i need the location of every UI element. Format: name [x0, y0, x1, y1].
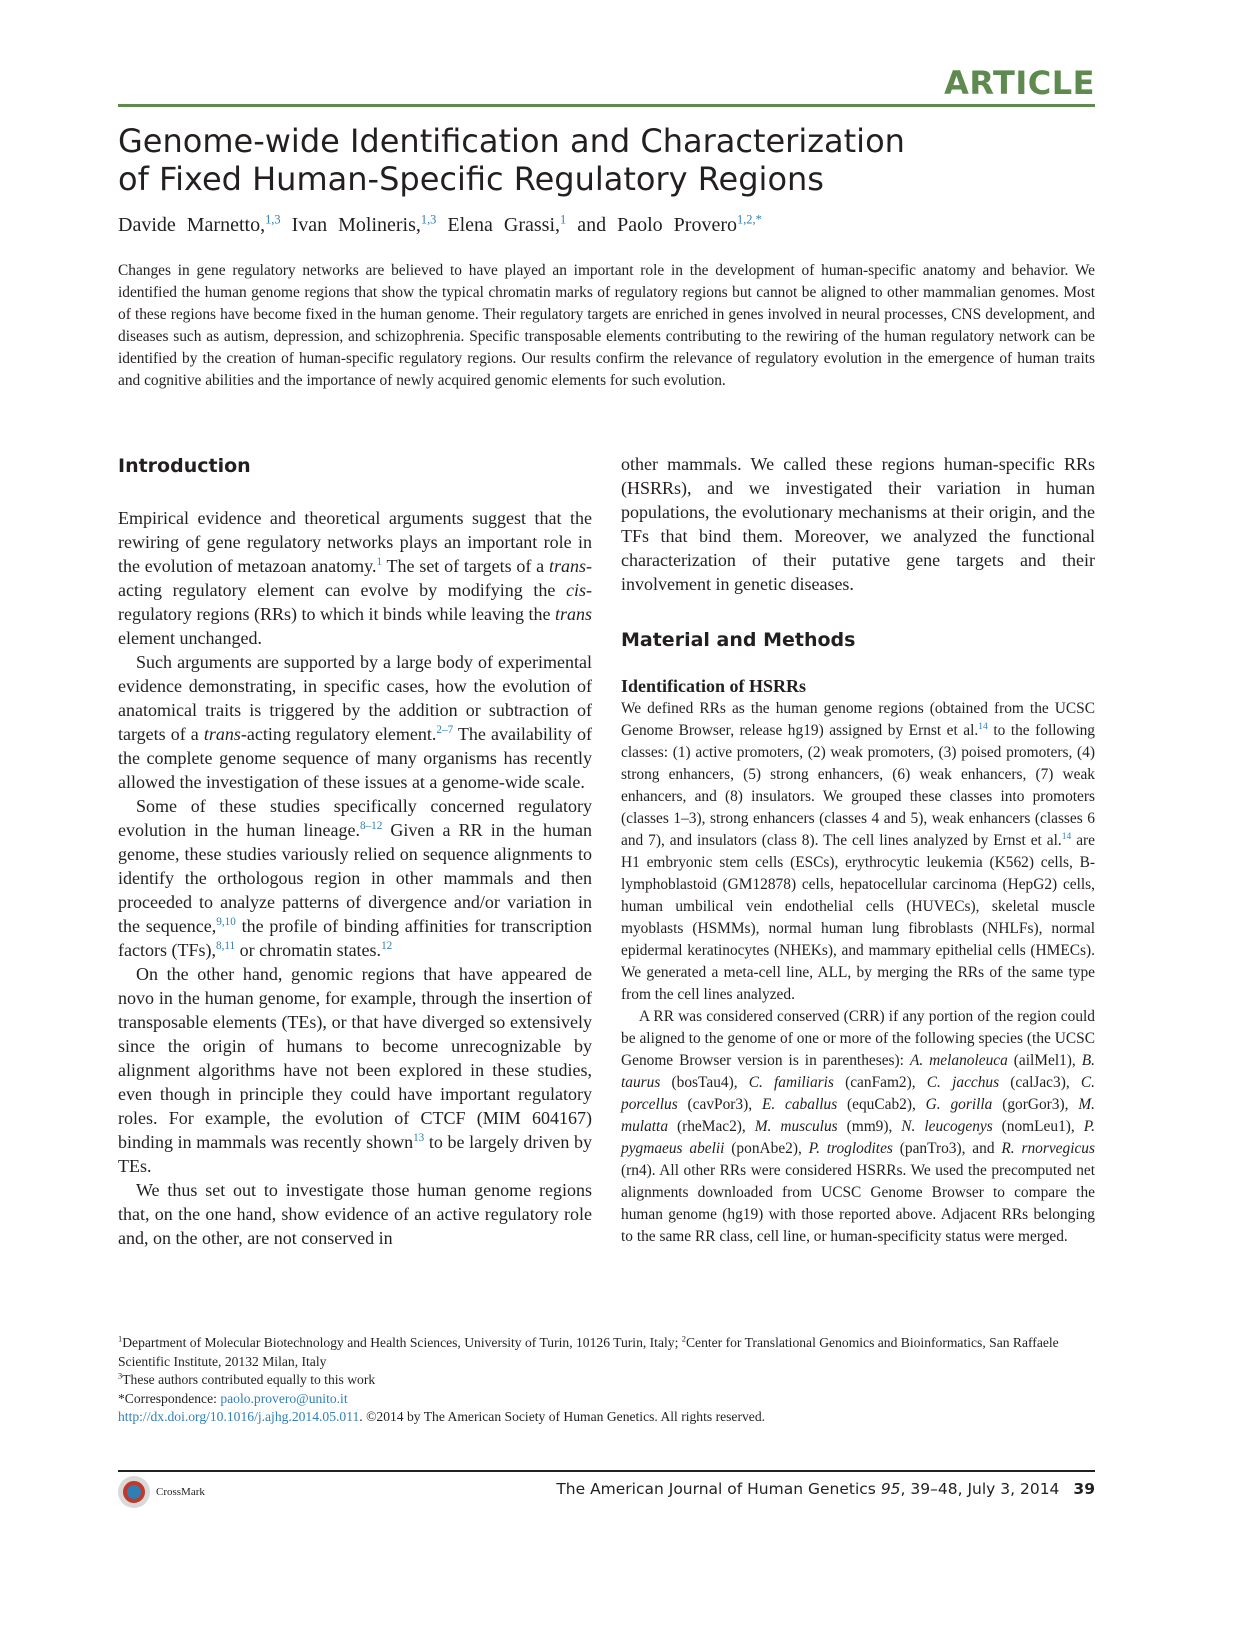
species-name: C. jacchus	[926, 1074, 1000, 1091]
text-run: (equCab2),	[837, 1096, 926, 1113]
footnotes	[118, 1334, 1095, 1427]
text-run: (cavPor3),	[677, 1096, 762, 1113]
species-name: C. familiaris	[748, 1074, 834, 1091]
intro-paragraph-5: We thus set out to investigate those human genome regions that, on the one hand, show evidence of an active regulatory role and, on the other, are not conserved in	[118, 1180, 592, 1248]
text-run: or chromatin states.	[235, 940, 382, 960]
text-run: *Correspondence:	[118, 1390, 221, 1406]
citation-link[interactable]: 2–7	[436, 724, 454, 736]
crossmark-logo[interactable]	[118, 1476, 205, 1508]
text-run: Given a RR in the human genome, these studies variously relied on sequence alignments to identify the orthologous region in other mammals and then proceeded to analyze patterns of divergence and/or variation in the sequence,	[118, 820, 592, 936]
text-run: Empirical evidence and theoretical arguments suggest that the rewiring of gene regulatory networks plays an important role in the evolution of metazoan anatomy.	[118, 508, 592, 576]
author-name: Elena Grassi,	[447, 214, 561, 236]
title-line-2: of Fixed Human-Specific Regulatory Regions	[118, 160, 824, 198]
footnote-marker: 3	[118, 1370, 123, 1381]
text-run: (calJac3),	[999, 1074, 1081, 1091]
species-name: B. taurus	[621, 1052, 1096, 1091]
footnote-marker: 2	[681, 1333, 686, 1344]
text-run: (gorGor3),	[992, 1096, 1079, 1113]
author-name: and Paolo Provero	[577, 214, 737, 236]
intro-paragraph-4	[118, 962, 592, 1178]
intro-paragraph-2	[118, 650, 592, 794]
text-run: the profile of binding affinities for transcription factors (TFs),	[118, 916, 592, 960]
crossmark-icon	[118, 1476, 150, 1508]
text-run: (rheMac2),	[668, 1118, 755, 1135]
title-line-1: Genome-wide Identification and Characterization	[118, 122, 905, 160]
footer-rule	[118, 1470, 1095, 1472]
italic-term: trans	[548, 556, 586, 576]
citation-link[interactable]: 8,11	[215, 940, 236, 952]
citation-link[interactable]: 14	[978, 720, 988, 732]
text-run: -regulatory regions (RRs) to which it binds while leaving the	[118, 580, 592, 624]
text-run: A RR was considered conserved (CRR) if any portion of the region could be aligned to the genome of one or more of the following species (the UCSC Genome Browser version is in parentheses):	[621, 1008, 1095, 1069]
journal-volume: 95	[880, 1480, 901, 1498]
author-name: Ivan Molineris,	[291, 214, 421, 236]
footnote-marker: 1	[118, 1333, 123, 1344]
methods-paragraph-1	[621, 698, 1095, 1006]
doi-footnote	[118, 1408, 1095, 1427]
text-run: The availability of the complete genome sequence of many organisms has recently allowed the investigation of these issues at a genome-wide scale.	[118, 724, 592, 792]
text-run: (mm9),	[837, 1118, 902, 1135]
species-name: R. rnorvegicus	[1001, 1140, 1095, 1157]
intro-paragraph-3	[118, 794, 592, 962]
citation-link[interactable]: 12	[381, 940, 393, 952]
crossmark-label: CrossMark	[156, 1486, 205, 1498]
text-run: Some of these studies specifically concerned regulatory evolution in the human lineage.	[118, 796, 592, 840]
text-run: Department of Molecular Biotechnology and Health Sciences, University of Turin, 10126 Turin, Italy;	[122, 1335, 682, 1350]
header-rule	[118, 104, 1095, 107]
page-number: 39	[1073, 1480, 1095, 1498]
text-run: (ponAbe2),	[724, 1140, 809, 1157]
citation-link[interactable]: 8–12	[359, 820, 383, 832]
text-run: to the following classes: (1) active promoters, (2) weak promoters, (3) poised promoters, (4) strong enhancers, (5) strong enhancers, (6) weak enhancers, (7) weak enhancers, and (8) insulators. We grouped these classes into promoters (classes 1–3), strong enhancers (classes 4 and 5), weak enhancers (classes 6 and 7), and insulators (class 8). The cell lines analyzed by Ernst et al.	[621, 722, 1095, 849]
text-run: (canFam2),	[833, 1074, 927, 1091]
citation-link[interactable]: 14	[1061, 830, 1072, 842]
species-name: C. porcellus	[621, 1074, 1095, 1113]
correspondence-email-link[interactable]: paolo.provero@unito.it	[220, 1390, 348, 1406]
intro-paragraph-5-continued: other mammals. We called these regions human-specific RRs (HSRRs), and we investigated their variation in human populations, the evolutionary mechanisms at their origin, and the TFs that bind them. Moreover, we analyzed the functional characterization of their putative gene targets and their involvement in genetic diseases.	[621, 454, 1095, 594]
italic-term: trans	[203, 724, 241, 744]
abstract: Changes in gene regulatory networks are believed to have played an important role in the development of human-specific anatomy and behavior. We identified the human genome regions that show the typical chromatin marks of regulatory regions but cannot be aligned to other mammalian genomes. Most of these regions have become fixed in the human genome. Their regulatory targets are enriched in genes involved in neural processes, CNS development, and diseases such as autism, depression, and schizophrenia. Specific transposable elements contributing to the rewiring of the human regulatory network can be identified by the creation of human-specific regulatory regions. Our results confirm the relevance of regulatory evolution in the emergence of human traits and cognitive abilities and the importance of newly acquired genomic elements for such evolution.	[118, 262, 1095, 389]
methods-paragraph-2	[621, 1006, 1095, 1248]
text-run: (nomLeu1),	[992, 1118, 1084, 1135]
section-heading-introduction: Introduction	[118, 455, 251, 477]
species-name: N. leucogenys	[901, 1118, 993, 1135]
right-column	[621, 452, 1095, 1248]
text-run: (panTro3), and	[892, 1140, 1002, 1157]
article-type-label: ARTICLE	[944, 64, 1095, 102]
affiliations-footnote	[118, 1334, 1095, 1371]
text-run: (rn4).	[621, 1162, 656, 1179]
text-run: to be largely driven by TEs.	[118, 1132, 593, 1176]
citation-link[interactable]: 13	[413, 1132, 425, 1144]
journal-citation	[556, 1480, 1095, 1498]
citation-link[interactable]: 1	[376, 556, 383, 568]
species-name: A. melanoleuca	[909, 1052, 1008, 1069]
species-name: E. caballus	[761, 1096, 838, 1113]
author-list	[118, 214, 762, 237]
italic-term: trans	[554, 604, 592, 624]
text-run: (bosTau4),	[660, 1074, 749, 1091]
left-column	[118, 452, 592, 1250]
italic-term: cis	[566, 580, 586, 600]
text-run: Center for Translational Genomics and Bioinformatics, San Raffaele Scientific Institute, 20132 Milan, Italy	[118, 1335, 1059, 1369]
text-run: -acting regulatory element.	[240, 724, 437, 744]
author-affiliation-ref[interactable]: 1,3	[265, 212, 281, 227]
text-run: element unchanged.	[118, 628, 262, 648]
species-name: G. gorilla	[925, 1096, 993, 1113]
text-run: . ©2014 by The American Society of Human Genetics. All rights reserved.	[359, 1409, 766, 1424]
doi-link[interactable]: http://dx.doi.org/10.1016/j.ajhg.2014.05.011	[118, 1409, 360, 1424]
author-affiliation-ref[interactable]: 1	[560, 212, 567, 227]
section-heading-methods: Material and Methods	[621, 629, 856, 651]
author-affiliation-ref[interactable]: 1,2,*	[737, 212, 762, 227]
species-name: M. musculus	[754, 1118, 838, 1135]
citation-link[interactable]: 9,10	[216, 916, 236, 928]
intro-paragraph-1	[118, 506, 592, 650]
equal-contribution-footnote	[118, 1371, 1095, 1390]
author-affiliation-ref[interactable]: 1,3	[420, 212, 437, 227]
text-run: The American Journal of Human Genetics	[556, 1480, 881, 1498]
article-title	[118, 122, 938, 198]
text-run: All other RRs were considered HSRRs. We used the precomputed net alignments downloaded from UCSC Genome Browser to compare the human genome (hg19) with those reported above. Adjacent RRs belonging to the same RR class, cell line, or human-specificity status were merged.	[621, 1162, 1095, 1245]
author-name: Davide Marnetto,	[118, 214, 266, 236]
text-run: -acting regulatory element can evolve by modifying the	[118, 556, 592, 600]
text-run: , 39–48, July 3, 2014	[900, 1480, 1060, 1498]
text-run: are H1 embryonic stem cells (ESCs), erythrocytic leukemia (K562) cells, B-lymphoblastoid (GM12878) cells, hepatocellular carcinoma (HepG2) cells, human umbilical vein endothelial cells (HUVECs), skeletal muscle myoblasts (HSMMs), normal human lung fibroblasts (NHLFs), normal epidermal keratinocytes (NHEKs), and mammary epithelial cells (HMECs). We generated a meta-cell line, ALL, by merging the RRs of the same type from the cell lines analyzed.	[621, 832, 1095, 1003]
correspondence-footnote	[118, 1390, 1095, 1409]
species-name: P. troglodites	[808, 1140, 893, 1157]
text-run: We defined RRs as the human genome regions (obtained from the UCSC Genome Browser, release hg19) assigned by Ernst et al.	[621, 700, 1095, 739]
text-run: Such arguments are supported by a large body of experimental evidence demonstrating, in specific cases, how the evolution of anatomical traits is triggered by the addition or subtraction of targets of a	[118, 652, 592, 744]
text-run: On the other hand, genomic regions that have appeared de novo in the human genome, for example, through the insertion of transposable elements (TEs), or that have diverged so extensively since the origin of humans to become unrecognizable by alignment algorithms have not been explored in these studies, even though in principle they could have important regulatory roles. For example, the evolution of CTCF (MIM 604167) binding in mammals was recently shown	[118, 964, 592, 1152]
text-run: These authors contributed equally to this work	[122, 1372, 376, 1387]
subsection-heading-hsrr: Identification of HSRRs	[621, 676, 807, 696]
species-name: P. pygmaeus abelii	[621, 1118, 1095, 1157]
text-run: (ailMel1),	[1007, 1052, 1082, 1069]
text-run: The set of targets of a	[382, 556, 549, 576]
species-name: M. mulatta	[621, 1096, 1095, 1135]
